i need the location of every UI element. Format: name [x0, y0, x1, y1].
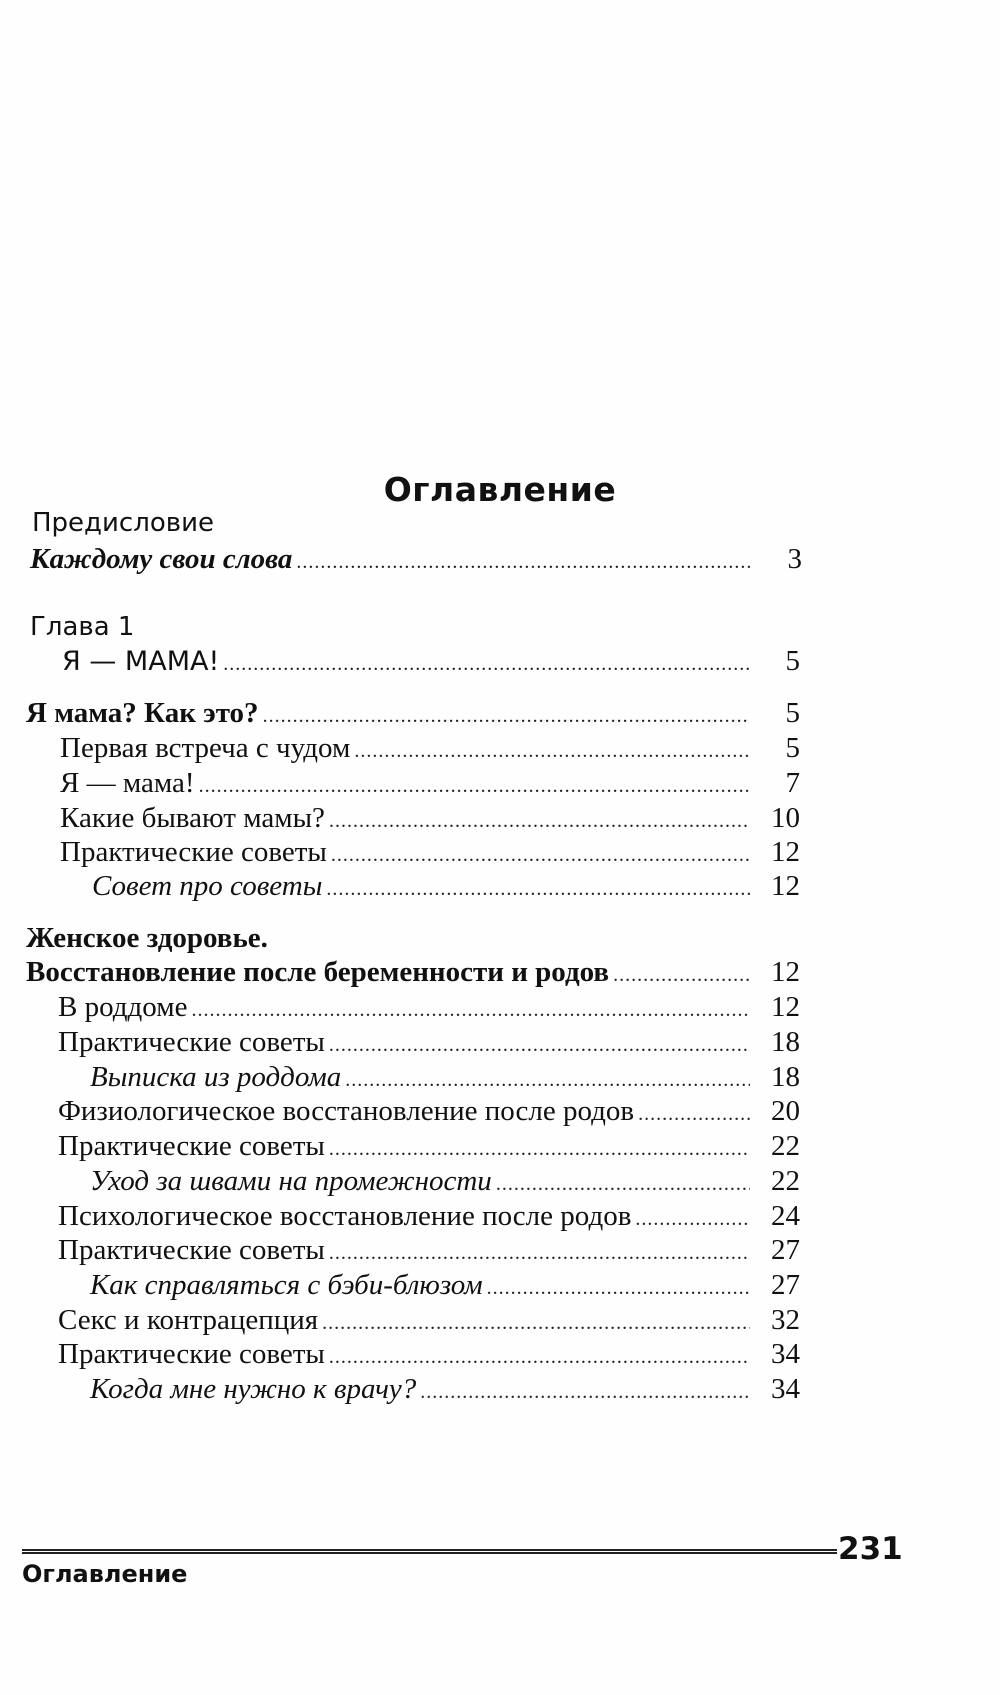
- toc-entry-preface: [30, 543, 802, 576]
- entry-title: Психологическое восстановление после родов: [58, 1200, 632, 1232]
- entry-title: Практические советы: [60, 836, 327, 868]
- leader-dots: [329, 1138, 750, 1161]
- toc-entry: [90, 1061, 800, 1094]
- entry-title: Практические советы: [58, 1026, 325, 1058]
- toc-entry: [26, 956, 800, 989]
- leader-dots: [345, 1069, 750, 1092]
- entry-title: Какие бывают мамы?: [60, 802, 325, 834]
- entry-page-number: 7: [785, 767, 800, 799]
- toc-entry: [58, 1200, 800, 1233]
- entry-title: Секс и контрацепция: [58, 1304, 319, 1336]
- leader-dots: [296, 551, 752, 574]
- leader-dots: [329, 810, 750, 833]
- leader-dots: [191, 999, 750, 1022]
- entry-page-number: 22: [771, 1130, 800, 1162]
- entry-page-number: 3: [787, 543, 802, 575]
- entry-title: Каждому свои слова: [30, 543, 293, 575]
- section-heading: Женское здоровье.: [26, 922, 268, 954]
- entry-title: Восстановление после беременности и родов: [26, 956, 610, 988]
- entry-page-number: 12: [771, 991, 800, 1023]
- leader-dots: [263, 705, 750, 728]
- toc-entry: [90, 1373, 800, 1406]
- entry-title: Совет про советы: [92, 870, 323, 902]
- toc-entry: [90, 1269, 800, 1302]
- entry-page-number: 18: [771, 1061, 800, 1093]
- toc-entry-chapter-title: [62, 645, 800, 678]
- entry-title: Я — мама!: [60, 767, 195, 799]
- entry-title: Я — МАМА!: [62, 646, 220, 677]
- entry-page-number: 20: [771, 1095, 800, 1127]
- footer-divider: [22, 1549, 837, 1554]
- leader-dots: [613, 964, 750, 987]
- leader-dots: [354, 740, 750, 763]
- leader-dots: [420, 1381, 750, 1404]
- entry-title: Уход за швами на промежности: [90, 1165, 492, 1197]
- entry-page-number: 12: [771, 870, 800, 902]
- toc-entry: [60, 732, 800, 765]
- entry-page-number: 12: [771, 956, 800, 988]
- leader-dots: [322, 1312, 750, 1335]
- toc-entry: [58, 1026, 800, 1059]
- toc-entry: [58, 1304, 800, 1337]
- entry-title: Практические советы: [58, 1338, 325, 1370]
- leader-dots: [329, 1034, 750, 1057]
- leader-dots: [326, 878, 750, 901]
- entry-title: Я мама? Как это?: [26, 697, 259, 729]
- toc-entry: [60, 836, 800, 869]
- entry-page-number: 34: [771, 1338, 800, 1370]
- toc-entry: [58, 1130, 800, 1163]
- entry-page-number: 5: [785, 732, 800, 764]
- toc-entry: [90, 1165, 800, 1198]
- entry-page-number: 34: [771, 1373, 800, 1405]
- toc-entry: [58, 991, 800, 1024]
- entry-page-number: 5: [785, 697, 800, 729]
- entry-page-number: 5: [785, 645, 800, 677]
- toc-entry: [60, 802, 800, 835]
- running-title: Оглавление: [22, 1560, 188, 1588]
- preface-label: Предисловие: [32, 508, 214, 538]
- toc-entry: [60, 767, 800, 800]
- entry-page-number: 12: [771, 836, 800, 868]
- entry-page-number: 27: [771, 1234, 800, 1266]
- entry-title: Практические советы: [58, 1130, 325, 1162]
- leader-dots: [638, 1103, 750, 1126]
- page-number: 231: [838, 1531, 903, 1567]
- entry-title: Выписка из роддома: [90, 1061, 342, 1093]
- leader-dots: [329, 1346, 750, 1369]
- leader-dots: [635, 1208, 750, 1231]
- entry-page-number: 18: [771, 1026, 800, 1058]
- leader-dots: [199, 775, 750, 798]
- entry-title: Физиологическое восстановление после родов: [58, 1095, 635, 1127]
- toc-entry: [58, 1234, 800, 1267]
- leader-dots: [487, 1277, 750, 1300]
- entry-page-number: 32: [771, 1304, 800, 1336]
- entry-title: Практические советы: [58, 1234, 325, 1266]
- leader-dots: [329, 1242, 750, 1265]
- toc-entry: [92, 870, 800, 903]
- page-title: Оглавление: [383, 470, 617, 509]
- toc-entry: [26, 697, 800, 730]
- toc-entry: [58, 1338, 800, 1371]
- entry-page-number: 24: [771, 1200, 800, 1232]
- toc-entry: [58, 1095, 800, 1128]
- entry-title: Когда мне нужно к врачу?: [90, 1373, 417, 1405]
- entry-title: Первая встреча с чудом: [60, 732, 351, 764]
- entry-page-number: 10: [771, 802, 800, 834]
- leader-dots: [223, 653, 750, 676]
- entry-title: В роддоме: [58, 991, 188, 1023]
- entry-title: Как справляться с бэби-блюзом: [90, 1269, 483, 1301]
- leader-dots: [331, 844, 750, 867]
- entry-page-number: 27: [771, 1269, 800, 1301]
- leader-dots: [496, 1173, 750, 1196]
- chapter-label: Глава 1: [30, 612, 135, 642]
- entry-page-number: 22: [771, 1165, 800, 1197]
